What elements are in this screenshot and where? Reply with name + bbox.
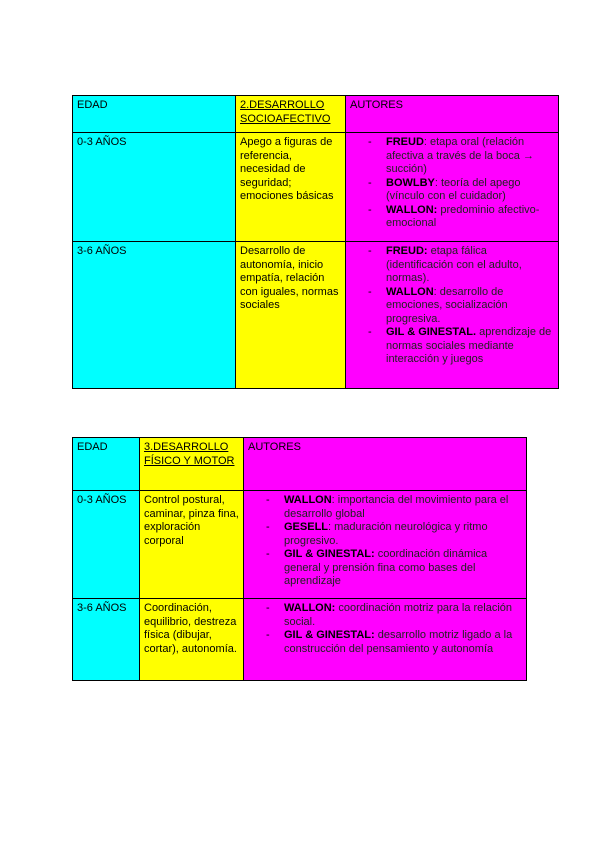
author-description: : etapa oral (relación afectiva a través de la boca → succión) (386, 136, 534, 175)
author-name: WALLON: (284, 602, 336, 614)
topic-header (140, 438, 244, 491)
description-cell (140, 599, 244, 681)
author-item: - BOWLBY: teoría del apego (vínculo con el cuidador) (368, 176, 521, 202)
author-item: - WALLON: importancia del movimiento para el desarrollo global (266, 494, 509, 520)
author-description: etapa fálica (identificación con el adulto, normas). (386, 245, 522, 284)
author-name: GIL & GINESTAL: (284, 548, 375, 560)
age-cell (73, 599, 140, 681)
author-description: coordinación dinámica general y prensión fina como bases del aprendizaje (284, 548, 488, 587)
table-row (73, 599, 527, 681)
author-item: - WALLON: coordinación motriz para la relación social. (266, 602, 513, 628)
topic-header (236, 96, 346, 133)
author-name: FREUD (386, 136, 424, 148)
author-item: - FREUD: etapa fálica (identificación con el adulto, normas). (368, 245, 522, 284)
author-item: - WALLON: predominio afectivo-emocional (368, 203, 540, 229)
description-text: Desarrollo de autonomía, inicio empatía, relación con iguales, normas sociales (240, 245, 339, 311)
author-description: : teoría del apego (vínculo con el cuidador) (386, 176, 521, 202)
description-cell (236, 242, 346, 389)
author-description: : importancia del movimiento para el desarrollo global (284, 494, 509, 520)
table-header-row (73, 96, 559, 133)
authors-cell (244, 599, 527, 681)
description-text: Coordinación, equilibrio, destreza física (dibujar, cortar), autonomía. (144, 602, 237, 655)
author-name: GIL & GINESTAL: (284, 629, 375, 641)
age-cell (73, 242, 236, 389)
author-item: - WALLON: desarrollo de emociones, socialización progresiva. (368, 285, 508, 325)
author-name: GIL & GINESTAL. (386, 326, 477, 338)
author-item: - GIL & GINESTAL: coordinación dinámica general y prensión fina como bases del aprendizaje (266, 548, 488, 587)
description-cell (140, 491, 244, 599)
age-label: 3-6 AÑOS (77, 245, 127, 257)
authors-header (346, 96, 559, 133)
age-header (73, 438, 140, 491)
author-description: aprendizaje de normas sociales mediante interacción y juegos (386, 326, 552, 365)
author-name: WALLON (284, 494, 332, 506)
author-list (248, 494, 522, 589)
authors-header-label: AUTORES (248, 441, 301, 453)
physical-motor-table (72, 437, 527, 681)
authors-cell (346, 242, 559, 389)
topic-header-label: 2.DESARROLLO SOCIOAFECTIVO (240, 99, 331, 125)
author-name: WALLON: (386, 203, 438, 216)
author-list (350, 245, 554, 367)
author-name: GESELL (284, 521, 329, 533)
table-row (73, 133, 559, 242)
table-row (73, 491, 527, 599)
age-header (73, 96, 236, 133)
authors-header-label: AUTORES (350, 99, 403, 111)
author-description: : desarrollo de emociones, socialización progresiva. (386, 285, 508, 325)
topic-header-label: 3.DESARROLLO FÍSICO Y MOTOR (144, 441, 235, 467)
author-description: : maduración neurológica y ritmo progresivo. (284, 521, 488, 547)
author-list (248, 602, 522, 656)
age-label: 0-3 AÑOS (77, 136, 127, 148)
age-label: 0-3 AÑOS (77, 494, 127, 506)
age-cell (73, 491, 140, 599)
authors-cell (244, 491, 527, 599)
age-label: 3-6 AÑOS (77, 602, 127, 614)
authors-cell (346, 133, 559, 242)
age-header-label: EDAD (77, 441, 108, 453)
author-item: - FREUD: etapa oral (relación afectiva a través de la boca → succión) (368, 136, 534, 175)
author-item: - GIL & GINESTAL. aprendizaje de normas sociales mediante interacción y juegos (368, 326, 552, 365)
table-row (73, 242, 559, 389)
author-item: - GESELL: maduración neurológica y ritmo progresivo. (266, 521, 488, 547)
author-description: predominio afectivo-emocional (386, 203, 540, 229)
author-list (350, 136, 554, 231)
author-name: BOWLBY (386, 176, 435, 189)
author-description: desarrollo motriz ligado a la construcción del pensamiento y autonomía (284, 629, 513, 655)
description-text: Control postural, caminar, pinza fina, exploración corporal (144, 494, 239, 547)
author-description: coordinación motriz para la relación social. (284, 602, 513, 628)
author-name: FREUD: (386, 245, 428, 257)
description-text: Apego a figuras de referencia, necesidad de seguridad; emociones básicas (240, 136, 334, 202)
table-header-row (73, 438, 527, 491)
age-header-label: EDAD (77, 99, 108, 111)
author-name: WALLON (386, 285, 434, 298)
author-item: - GIL & GINESTAL: desarrollo motriz ligado a la construcción del pensamiento y autonomía (266, 629, 513, 655)
age-cell (73, 133, 236, 242)
authors-header (244, 438, 527, 491)
socioaffective-table (72, 95, 559, 389)
description-cell (236, 133, 346, 242)
